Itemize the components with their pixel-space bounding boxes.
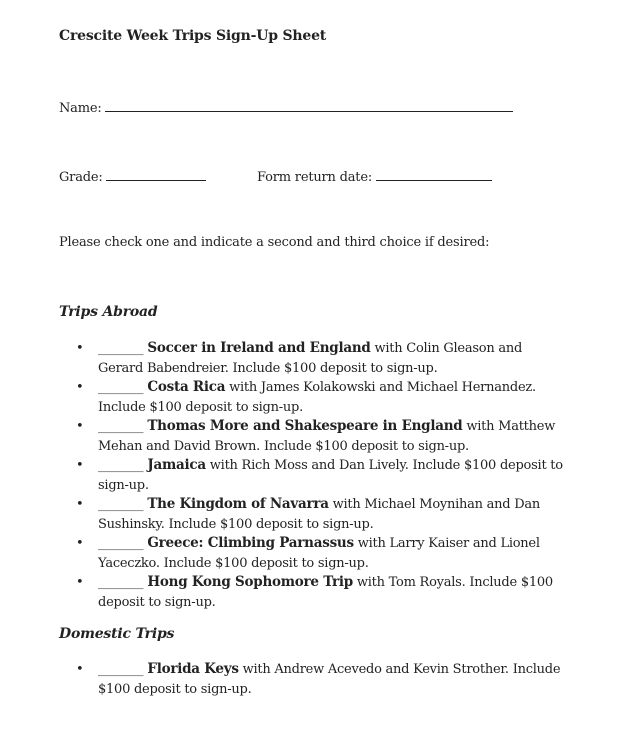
- document-title: Crescite Week Trips Sign-Up Sheet: [59, 28, 327, 44]
- trips-abroad-list: [0, 339, 624, 612]
- domestic-trips-heading: Domestic Trips: [59, 626, 175, 642]
- bullet-icon: •: [76, 458, 84, 473]
- domestic-trips-list: [0, 660, 624, 699]
- checkbox-blank[interactable]: _______: [98, 497, 144, 512]
- trip-details: with Rich Moss and Dan Lively. Include $100 deposit to sign-up.: [98, 458, 563, 493]
- trips-abroad-heading: Trips Abroad: [59, 304, 158, 320]
- return-date-label: Form return date:: [257, 170, 373, 185]
- list-item: [0, 573, 624, 612]
- list-item: [0, 456, 624, 495]
- instructions-text: Please check one and indicate a second and third choice if desired:: [59, 235, 490, 250]
- bullet-icon: •: [76, 662, 84, 677]
- bullet-icon: •: [76, 341, 84, 356]
- list-item: [0, 495, 624, 534]
- list-item: [0, 339, 624, 378]
- bullet-icon: •: [76, 419, 84, 434]
- trip-name: Greece: Climbing Parnassus: [147, 535, 354, 551]
- trip-name: Jamaica: [147, 457, 206, 473]
- trip-details: with Andrew Acevedo and Kevin Strother. Include $100 deposit to sign-up.: [98, 662, 561, 697]
- trip-name: Thomas More and Shakespeare in England: [147, 418, 463, 434]
- checkbox-blank[interactable]: _______: [98, 341, 144, 356]
- checkbox-blank[interactable]: _______: [98, 419, 144, 434]
- checkbox-blank[interactable]: _______: [98, 458, 144, 473]
- trip-name: The Kingdom of Navarra: [147, 496, 329, 512]
- bullet-icon: •: [76, 380, 84, 395]
- trip-details: with Colin Gleason and Gerard Babendreier. Include $100 deposit to sign-up.: [98, 341, 523, 376]
- bullet-icon: •: [76, 575, 84, 590]
- list-item: [0, 660, 624, 699]
- trip-details: with Larry Kaiser and Lionel Yaceczko. Include $100 deposit to sign-up.: [98, 536, 540, 571]
- checkbox-blank[interactable]: _______: [98, 662, 144, 677]
- grade-blank-line[interactable]: [106, 166, 206, 181]
- trip-name: Soccer in Ireland and England: [147, 340, 371, 356]
- grade-field-row: [59, 166, 206, 185]
- trip-details: with Tom Royals. Include $100 deposit to sign-up.: [98, 575, 553, 610]
- list-item: [0, 534, 624, 573]
- trip-name: Florida Keys: [147, 661, 239, 677]
- trip-name: Hong Kong Sophomore Trip: [147, 574, 353, 590]
- list-item: [0, 417, 624, 456]
- name-blank-line[interactable]: [105, 97, 513, 112]
- bullet-icon: •: [76, 497, 84, 512]
- name-label: Name:: [59, 101, 102, 116]
- grade-label: Grade:: [59, 170, 103, 185]
- return-date-field-row: [257, 166, 492, 185]
- trip-details: with Michael Moynihan and Dan Sushinsky. Include $100 deposit to sign-up.: [98, 497, 541, 532]
- return-date-blank-line[interactable]: [376, 166, 492, 181]
- trip-details: with James Kolakowski and Michael Hernandez. Include $100 deposit to sign-up.: [98, 380, 536, 415]
- trip-details: with Matthew Mehan and David Brown. Include $100 deposit to sign-up.: [98, 419, 556, 454]
- list-item: [0, 378, 624, 417]
- bullet-icon: •: [76, 536, 84, 551]
- checkbox-blank[interactable]: _______: [98, 536, 144, 551]
- name-field-row: [59, 97, 513, 116]
- checkbox-blank[interactable]: _______: [98, 380, 144, 395]
- trip-name: Costa Rica: [147, 379, 226, 395]
- checkbox-blank[interactable]: _______: [98, 575, 144, 590]
